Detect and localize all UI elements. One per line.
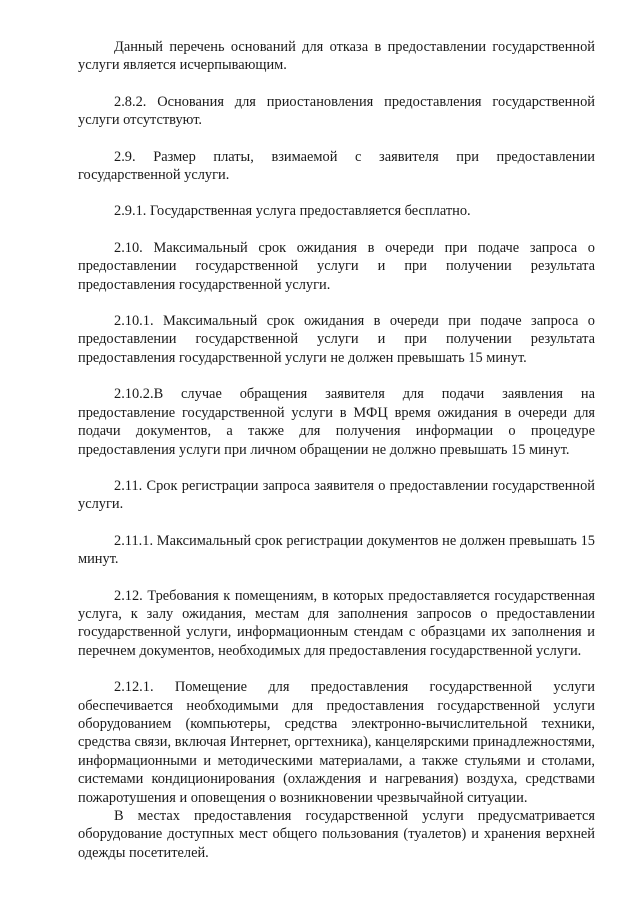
- paragraph-2-9-1: 2.9.1. Государственная услуга предоставляется бесплатно.: [114, 203, 471, 220]
- paragraph-2-10-1: 2.10.1. Максимальный срок ожидания в очереди при подаче запроса о предоставлении государственной услуги и при получении результата предоставления государственной услуги не должен превышать 15 минут.: [78, 313, 595, 366]
- paragraph-2-12: 2.12. Требования к помещениям, в которых предоставляется государственная услуга, к залу ожидания, местам для заполнения запросов о предоставлении государственной услуги, информационным стендам с образцами их заполнения и перечнем документов, необходимых для предоставления государственной услуги.: [78, 587, 595, 659]
- paragraph-2-9: 2.9. Размер платы, взимаемой с заявителя при предоставлении государственной услуги.: [78, 148, 595, 184]
- paragraph-exhaustive-list: Данный перечень оснований для отказа в предоставлении государственной услуги является исчерпывающим.: [78, 39, 595, 74]
- paragraph-2-12-1: 2.12.1. Помещение для предоставления государственной услуги обеспечивается необходимыми для предоставления государственной услуги оборудованием (компьютеры, средства электронно-вычислительной техники, средства связи, включая Интернет, оргтехника), канцелярскими принадлежностями, информационными и методическими материалами, а также стульями и столами, системами кондиционирования (охлаждения и нагревания) воздуха, средствами пожаротушения и оповещения о возникновении чрезвычайной ситуации.: [78, 679, 595, 806]
- paragraph-2-11: 2.11. Срок регистрации запроса заявителя о предоставлении государственной услуги.: [78, 477, 595, 513]
- paragraph-2-10-2: 2.10.2.В случае обращения заявителя для подачи заявления на предоставление государственной услуги в МФЦ время ожидания в очереди для подачи документов, а также для получения информации о процедуре предоставления услуги при личном обращении не должно превышать 15 минут.: [78, 386, 595, 458]
- paragraph-2-11-1: 2.11.1. Максимальный срок регистрации документов не должен превышать 15 минут.: [78, 532, 595, 568]
- paragraph-public-facilities: В местах предоставления государственной услуги предусматривается оборудование доступных мест общего пользования (туалетов) и хранения верхней одежды посетителей.: [78, 808, 595, 861]
- paragraph-2-8-2: 2.8.2. Основания для приостановления предоставления государственной услуги отсутствуют.: [78, 93, 595, 129]
- paragraph-2-10: 2.10. Максимальный срок ожидания в очереди при подаче запроса о предоставлении государственной услуги и при получении результата предоставления государственной услуги.: [78, 239, 595, 293]
- document-page: [78, 38, 595, 862]
